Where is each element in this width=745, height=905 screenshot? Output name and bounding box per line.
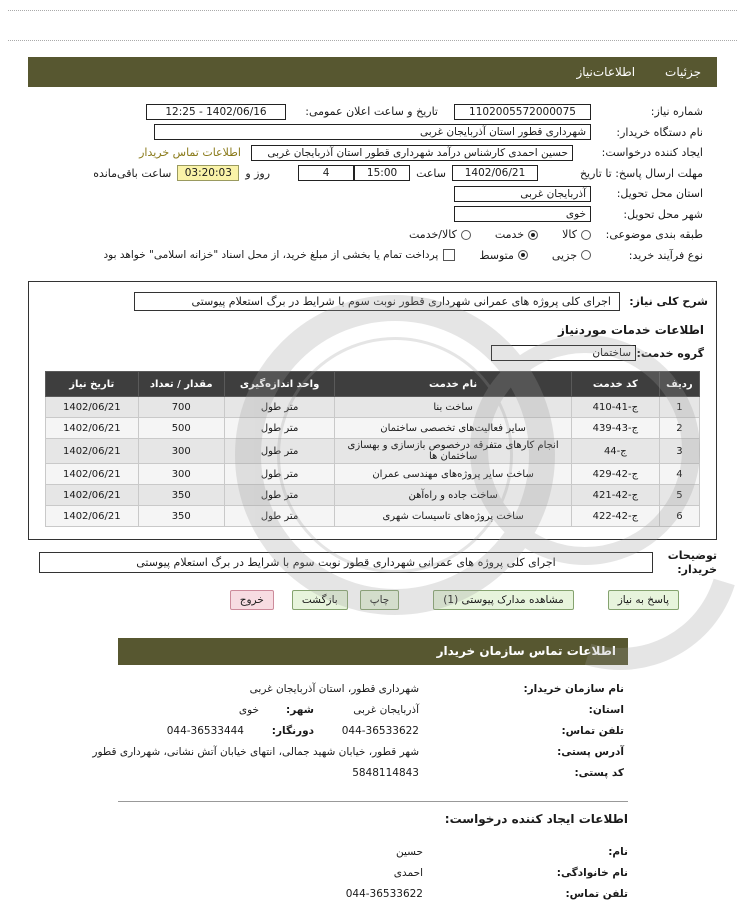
radio-label: جزیی [551,248,577,262]
table-cell: ساخت جاده و راه‌آهن [335,485,572,506]
need-desc-row [37,292,708,311]
table-cell: 1402/06/21 [46,439,139,464]
creator-phone-row [118,884,628,905]
countdown-timer: 03:20:03 [177,165,239,181]
radio-icon[interactable] [518,250,528,260]
table-cell: متر طول [224,485,334,506]
table-cell: 1402/06/21 [46,397,139,418]
creator-field[interactable]: حسین احمدی کارشناس درآمد شهرداری قطور استان آذربایجان غربی [251,145,573,161]
print-button[interactable]: چاپ [360,590,400,610]
service-group-row [41,345,704,361]
deadline-row [42,165,703,182]
table-row [46,418,700,439]
table-cell: 2 [659,418,699,439]
table-cell: 3 [659,439,699,464]
table-row [46,439,700,464]
first-name-label: نام: [608,846,628,858]
buyer-contact-section [92,638,628,905]
table-row [46,464,700,485]
action-buttons [28,590,717,610]
table-cell: 1402/06/21 [46,418,139,439]
table-cell: ج-42-422 [571,506,659,527]
deadline-time-field[interactable]: 15:00 [354,165,410,181]
column-header: نام خدمت [335,372,572,397]
delivery-province-field[interactable]: آذربایجان غربی [454,186,591,202]
respond-button[interactable]: پاسخ به نیاز [608,590,679,610]
table-cell: ج-44 [571,439,659,464]
radio-option[interactable] [552,249,591,262]
announce-label: تاریخ و ساعت اعلان عمومی: [305,105,438,118]
table-cell: 1402/06/21 [46,464,139,485]
buyer-contact-fields [92,665,628,784]
last-name-value: احمدی [393,867,423,879]
services-table [45,371,700,527]
table-cell: 5 [659,485,699,506]
creator-phone-label: تلفن تماس: [565,888,628,900]
treasury-checkbox[interactable] [443,249,455,261]
table-cell: 1 [659,397,699,418]
services-table-header-row [46,372,700,397]
radio-icon[interactable] [461,230,471,240]
process-type-row [42,247,703,264]
exit-button[interactable]: خروج [230,590,274,610]
deadline-date-field[interactable]: 1402/06/21 [452,165,538,181]
tab-need-info[interactable]: اطلاعات‌نیاز [576,65,636,79]
org-name-value: شهرداری قطور، استان آذربایجان غربی [249,683,419,695]
province-value: آذربایجان غربی [353,704,419,716]
table-cell: 300 [138,464,224,485]
service-group-field[interactable]: ساختمان [491,345,636,361]
tab-bar [28,57,717,87]
services-section-title: اطلاعات خدمات موردنیاز [557,323,704,337]
radio-icon[interactable] [581,230,591,240]
buyer-org-row [42,124,703,141]
days-remaining-field[interactable]: 4 [298,165,354,181]
view-attachments-button[interactable]: مشاهده مدارک پیوستی (1) [433,590,573,610]
city-label: شهر: [286,704,314,716]
need-number-row [42,103,703,120]
fax-label: دورنگار: [271,725,314,737]
radio-option[interactable] [495,228,538,241]
services-table-body [46,397,700,527]
deadline-label: مهلت ارسال پاسخ: تا تاریخ [579,166,703,180]
table-cell: 700 [138,397,224,418]
last-name-label: نام خانوادگی: [556,867,628,879]
buyer-contact-link[interactable]: اطلاعات تماس خریدار [139,146,241,159]
table-row [46,506,700,527]
radio-label: خدمت [494,228,525,241]
announce-datetime-field[interactable]: 12:25 - 1402/06/16 [146,104,286,120]
creator-info-title: اطلاعات ایجاد کننده درخواست: [444,811,628,826]
column-header: مقدار / تعداد [138,372,224,397]
need-details-box [28,281,717,540]
need-desc-field[interactable]: اجرای کلی پروژه های عمرانی شهرداری قطور نوبت سوم با شرایط در برگ استعلام پیوستی [134,292,620,311]
radio-option[interactable] [479,249,528,262]
column-header: ردیف [659,372,699,397]
creator-label: ایجاد کننده درخواست: [601,146,703,159]
table-cell: ساخت پروژه‌های تاسیسات شهری [335,506,572,527]
table-cell: متر طول [224,506,334,527]
buyer-notes-field[interactable]: اجرای کلی پروژه های عمرانی شهرداری قطور نوبت سوم با شرایط در برگ استعلام پیوستی [39,552,653,573]
table-cell: 4 [659,464,699,485]
need-desc-label: شرح کلی نیاز: [629,295,708,308]
top-divider [8,10,737,11]
column-header: کد خدمت [571,372,659,397]
table-cell: ج-43-439 [571,418,659,439]
main-content [28,57,717,905]
table-cell: 350 [138,485,224,506]
category-row [42,226,703,243]
buyer-org-label: نام دستگاه خریدار: [616,125,703,139]
need-form [28,87,717,279]
first-name-value: حسین [395,846,423,858]
deadline-time-label: ساعت [416,166,446,180]
radio-icon[interactable] [581,250,591,260]
table-cell: متر طول [224,439,334,464]
table-cell: ج-42-429 [571,464,659,485]
phone-label: تلفن تماس: [561,725,624,737]
table-cell: سایر فعالیت‌های تخصصی ساختمان [335,418,572,439]
days-suffix-label: روز و [245,166,271,180]
column-header: واحد اندازه‌گیری [224,372,334,397]
table-cell: انجام کارهای متفرقه درخصوص بازسازی و بهسازی ساختمان ها [335,439,572,464]
fax-value: 044-36533444 [166,725,244,737]
treasury-checkbox-label: پرداخت تمام یا بخشی از مبلغ خرید، از محل اسناد "خزانه اسلامی" خواهد بود [103,249,439,261]
category-radio-group [385,228,591,241]
buyer-notes-row [28,549,717,577]
service-group-label: گروه خدمت: [636,346,704,360]
back-button[interactable]: بازگشت [292,590,348,610]
creator-row [42,144,703,161]
address-label: آدرس پستی: [557,746,624,758]
process-type-label: نوع فرآیند خرید: [628,248,703,262]
buyer-contact-header: اطلاعات تماس سازمان خریدار [118,638,628,665]
buyer-notes-label: توضیحات خریدار: [667,549,717,576]
countdown-suffix-label: ساعت باقی‌مانده [93,166,172,180]
table-cell: 1402/06/21 [46,485,139,506]
process-radio-group [455,249,591,262]
table-cell: 350 [138,506,224,527]
province-city-row [122,700,624,721]
table-row [46,397,700,418]
radio-label: متوسط [479,248,514,262]
phone-fax-row [122,721,624,742]
creator-phone-value: 044-36533622 [345,888,423,900]
need-number-field[interactable]: 1102005572000075 [454,104,591,120]
postal-code-row [122,763,624,784]
delivery-city-label: شهر محل تحویل: [623,207,703,221]
buyer-org-field[interactable]: شهرداری قطور استان آذربایجان غربی [154,124,591,140]
address-value: شهر قطور، خیابان شهید جمالی، انتهای خیابان آتش نشانی، شهرداری قطور [92,746,419,758]
radio-option[interactable] [562,228,591,241]
phone-value: 044-36533622 [341,725,419,737]
table-cell: متر طول [224,418,334,439]
province-label: استان: [588,704,624,716]
need-number-label: شماره نیاز: [650,105,703,118]
delivery-city-field[interactable]: خوی [454,206,591,222]
tab-details[interactable]: جزئیات [665,65,701,79]
table-cell: 300 [138,439,224,464]
radio-label: کالا [562,228,577,241]
category-label: طبقه بندی موضوعی: [605,228,703,241]
last-name-row [118,863,628,884]
radio-icon[interactable] [528,230,538,240]
delivery-city-row [42,206,703,223]
table-cell: ساخت سایر پروژه‌های مهندسی عمران [335,464,572,485]
table-cell: 1402/06/21 [46,506,139,527]
top-divider-2 [8,40,737,41]
postal-code-label: کد پستی: [574,767,624,779]
delivery-province-label: استان محل تحویل: [616,187,703,200]
city-value: خوی [238,704,259,716]
table-cell: متر طول [224,397,334,418]
radio-option[interactable] [409,228,471,241]
table-cell: ج-41-410 [571,397,659,418]
column-header: تاریخ نیاز [46,372,139,397]
table-cell: 500 [138,418,224,439]
section-divider [118,801,628,802]
first-name-row [118,842,628,863]
postal-code-value: 5848114843 [352,767,419,779]
org-name-label: نام سازمان خریدار: [523,683,624,695]
delivery-province-row [42,185,703,202]
table-cell: ساخت بنا [335,397,572,418]
table-cell: متر طول [224,464,334,485]
table-cell: ج-42-421 [571,485,659,506]
radio-label: کالا/خدمت [409,228,457,241]
table-cell: 6 [659,506,699,527]
org-name-row [122,679,624,700]
address-row [92,742,624,763]
table-row [46,485,700,506]
